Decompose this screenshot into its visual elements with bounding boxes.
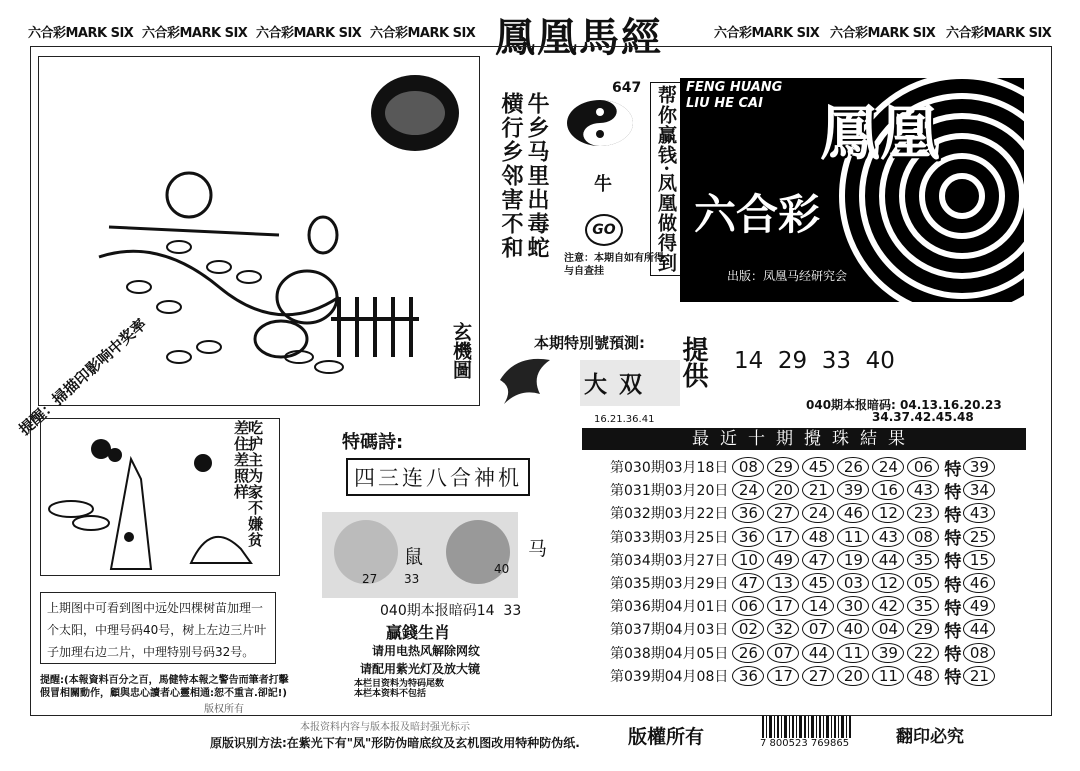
slogan: 帮你赢钱·凤凰做得到 (650, 82, 683, 276)
history-ball: 26 (732, 643, 764, 663)
explain-clip: 版权所有 (204, 704, 244, 715)
history-special-ball: 43 (963, 503, 995, 523)
left-poem-col-2: 差住差照样 (232, 420, 250, 500)
marksix-label-7: 六合彩MARK SIX (946, 26, 1052, 41)
history-ball: 12 (872, 503, 904, 523)
secret-left-numbers: 16.21.36.41 (594, 414, 655, 425)
history-period: 第031期03月20日 (610, 483, 729, 500)
history-period: 第030期03月18日 (610, 460, 729, 476)
history-ball: 20 (767, 480, 799, 500)
zodiac-n1: 27 (362, 572, 378, 586)
history-ball: 46 (837, 503, 869, 523)
poem-text: 四三连八合神机 (346, 458, 530, 496)
bird-ornament (496, 350, 554, 410)
xuanji-label: 玄機圖 (450, 322, 472, 379)
scan-watermark: 提醒：掃描印影响中奖率 (15, 315, 151, 439)
barcode-icon (762, 716, 852, 738)
history-ball: 26 (837, 457, 869, 477)
history-period: 第035期03月29日 (610, 576, 729, 592)
history-ball: 45 (802, 457, 834, 477)
history-ball: 48 (802, 527, 834, 547)
special-label: 特 (944, 621, 962, 642)
riddle-col-1: 牛乡马里出毒蛇 (524, 92, 550, 260)
history-ball: 02 (732, 619, 764, 639)
history-ball: 11 (837, 527, 869, 547)
marksix-label-3: 六合彩MARK SIX (256, 26, 362, 41)
explain-notice: 提醒:(本報資料百分之百，馬健特本報之警告而筆者打擊假冒相關動作，顧與忠心讀者心靈相通:恕不重言.卻記!) (40, 675, 289, 699)
history-ball: 07 (767, 643, 799, 663)
history-ball: 21 (802, 480, 834, 500)
history-special-ball: 08 (963, 643, 995, 663)
prediction-sub: 大 双 (584, 371, 645, 398)
issue-code: 647 (612, 80, 642, 96)
history-ball: 13 (767, 573, 799, 593)
special-label: 特 (944, 575, 962, 596)
zodiac-hint-1: 请用电热风解除网纹 (372, 644, 481, 658)
yin-yang-icon (565, 98, 635, 148)
history-period: 第037期04月03日 (610, 622, 729, 639)
history-period: 第039期04月08日 (610, 668, 729, 685)
special-label: 特 (944, 459, 962, 480)
history-ball: 24 (872, 457, 904, 477)
history-ball: 29 (907, 619, 939, 639)
riddle-animal: 牛 (594, 174, 612, 195)
history-special-ball: 15 (963, 550, 995, 570)
special-label: 特 (944, 529, 962, 550)
marksix-label-2: 六合彩MARK SIX (142, 26, 248, 41)
marksix-label-5: 六合彩MARK SIX (714, 26, 820, 41)
history-ball: 04 (872, 619, 904, 639)
history-ball: 11 (837, 643, 869, 663)
history-special-ball: 25 (963, 527, 995, 547)
history-ball: 47 (732, 573, 764, 593)
zodiac-hint-3: 本栏目资料为特码尾数 (354, 679, 445, 689)
history-ball: 08 (907, 527, 939, 547)
zodiac-secret-code: 040期本报暗码14 33 (380, 603, 522, 619)
special-label: 特 (944, 482, 962, 503)
history-ball: 36 (732, 527, 764, 547)
marksix-label-1: 六合彩MARK SIX (28, 26, 134, 41)
explain-box: 上期图中可看到图中远处四棵树苗加理一个太阳，中理号码40号，树上左边三片叶子加理右边二片，中理特别号码32号。 (40, 592, 276, 664)
history-ball: 36 (732, 503, 764, 523)
history-ball: 12 (872, 573, 904, 593)
history-ball: 08 (732, 457, 764, 477)
marksix-label-4: 六合彩MARK SIX (370, 26, 476, 41)
history-ball: 14 (802, 596, 834, 616)
zodiac-horse: 马 (528, 538, 548, 560)
history-row (610, 618, 998, 640)
history-row (610, 572, 998, 594)
history-period: 第036期04月01日 (610, 599, 729, 616)
zodiac-n2: 33 (404, 572, 420, 586)
history-ball: 22 (907, 643, 939, 663)
history-ball: 03 (837, 573, 869, 593)
banner-en-2: LIU HE CAI (686, 96, 763, 111)
history-special-ball: 34 (963, 480, 995, 500)
history-special-ball: 46 (963, 573, 995, 593)
poem-label: 特碼詩: (342, 432, 404, 453)
history-special-ball: 44 (963, 619, 995, 639)
history-special-ball: 21 (963, 666, 995, 686)
history-ball: 07 (802, 619, 834, 639)
special-label: 特 (944, 552, 962, 573)
banner-mid-title: 六合彩 (694, 190, 821, 239)
history-period: 第033期03月25日 (610, 529, 729, 546)
provide-label: 提供 (678, 336, 708, 388)
history-ball: 44 (872, 550, 904, 570)
history-ball: 06 (907, 457, 939, 477)
history-ball: 43 (872, 527, 904, 547)
history-ball: 47 (802, 550, 834, 570)
riddle-col-2: 横行乡邻害不和 (498, 92, 524, 260)
marksix-label-6: 六合彩MARK SIX (830, 26, 936, 41)
banner-en-1: FENG HUANG (686, 80, 783, 95)
history-ball: 29 (767, 457, 799, 477)
history-ball: 35 (907, 550, 939, 570)
special-label: 特 (944, 505, 962, 526)
history-special-ball: 39 (963, 457, 995, 477)
secret-line-2: 34.37.42.45.48 (872, 410, 974, 424)
no-copy: 翻印必究 (896, 727, 964, 747)
history-ball: 27 (802, 666, 834, 686)
page-title: 鳳凰馬經 (495, 14, 663, 61)
history-row (610, 456, 998, 478)
history-ball: 42 (872, 596, 904, 616)
history-ball: 45 (802, 573, 834, 593)
history-ball: 49 (767, 550, 799, 570)
history-period: 第032期03月22日 (610, 506, 729, 523)
history-ball: 24 (802, 503, 834, 523)
riddle-note: 注意：本期自如有所得与自查挂 (564, 253, 664, 277)
history-row (610, 642, 998, 664)
history-ball: 17 (767, 596, 799, 616)
special-label: 特 (944, 598, 962, 619)
history-row (610, 665, 998, 687)
zodiac-rat: 鼠 (404, 546, 424, 568)
history-special-ball: 49 (963, 596, 995, 616)
prediction-label: 本期特別號預測: (534, 334, 645, 352)
prediction-numbers: 14 29 33 40 (734, 348, 895, 374)
history-ball: 24 (732, 480, 764, 500)
history-ball: 39 (837, 480, 869, 500)
anti-fake-note: 原版识别方法:在紫光下有"凤"形防伪暗底纹及玄机图改用特种防伪纸. (210, 736, 580, 750)
history-row (610, 502, 998, 524)
history-row (610, 526, 998, 548)
history-row (610, 479, 998, 501)
go-badge: GO (585, 214, 623, 246)
history-ball: 10 (732, 550, 764, 570)
history-row (610, 549, 998, 571)
special-label: 特 (944, 645, 962, 666)
history-ball: 40 (837, 619, 869, 639)
history-ball: 11 (872, 666, 904, 686)
history-ball: 05 (907, 573, 939, 593)
history-ball: 17 (767, 527, 799, 547)
history-period: 第038期04月05日 (610, 645, 729, 662)
history-ball: 06 (732, 596, 764, 616)
history-ball: 17 (767, 666, 799, 686)
zodiac-hint-2: 请配用紫光灯及放大镜 (360, 662, 481, 676)
secret-line-1: 040期本报暗码: 04.13.16.20.23 (806, 398, 1002, 412)
history-ball: 35 (907, 596, 939, 616)
zodiac-hint-4: 本栏本资料不包括 (354, 689, 427, 699)
special-label: 特 (944, 668, 962, 689)
history-row (610, 595, 998, 617)
history-ball: 30 (837, 596, 869, 616)
history-ball: 48 (907, 666, 939, 686)
history-ball: 27 (767, 503, 799, 523)
history-ball: 20 (837, 666, 869, 686)
history-ball: 39 (872, 643, 904, 663)
history-ball: 32 (767, 619, 799, 639)
history-period: 第034期03月27日 (610, 552, 729, 569)
zodiac-n3: 40 (494, 562, 510, 576)
banner-publisher: 出版：凤凰马经研究会 (724, 266, 850, 285)
history-ball: 36 (732, 666, 764, 686)
history-ball: 16 (872, 480, 904, 500)
left-poem-col-1: 吃护主为家不嫌贫 (246, 420, 264, 548)
history-header: 最近十期攪珠結果 (582, 428, 1026, 450)
history-ball: 19 (837, 550, 869, 570)
history-ball: 43 (907, 480, 939, 500)
barcode-number: 7 800523 769865 (760, 738, 850, 749)
rights-reserved: 版權所有 (628, 726, 705, 748)
banner-image (680, 78, 1024, 302)
history-ball: 44 (802, 643, 834, 663)
banner-big-title: 鳳凰 (820, 99, 940, 169)
footer-top-clip: 本报资料内容与版本报及暗封强光标示 (300, 722, 470, 733)
zodiac-title: 贏錢生肖 (386, 623, 451, 642)
history-ball: 23 (907, 503, 939, 523)
